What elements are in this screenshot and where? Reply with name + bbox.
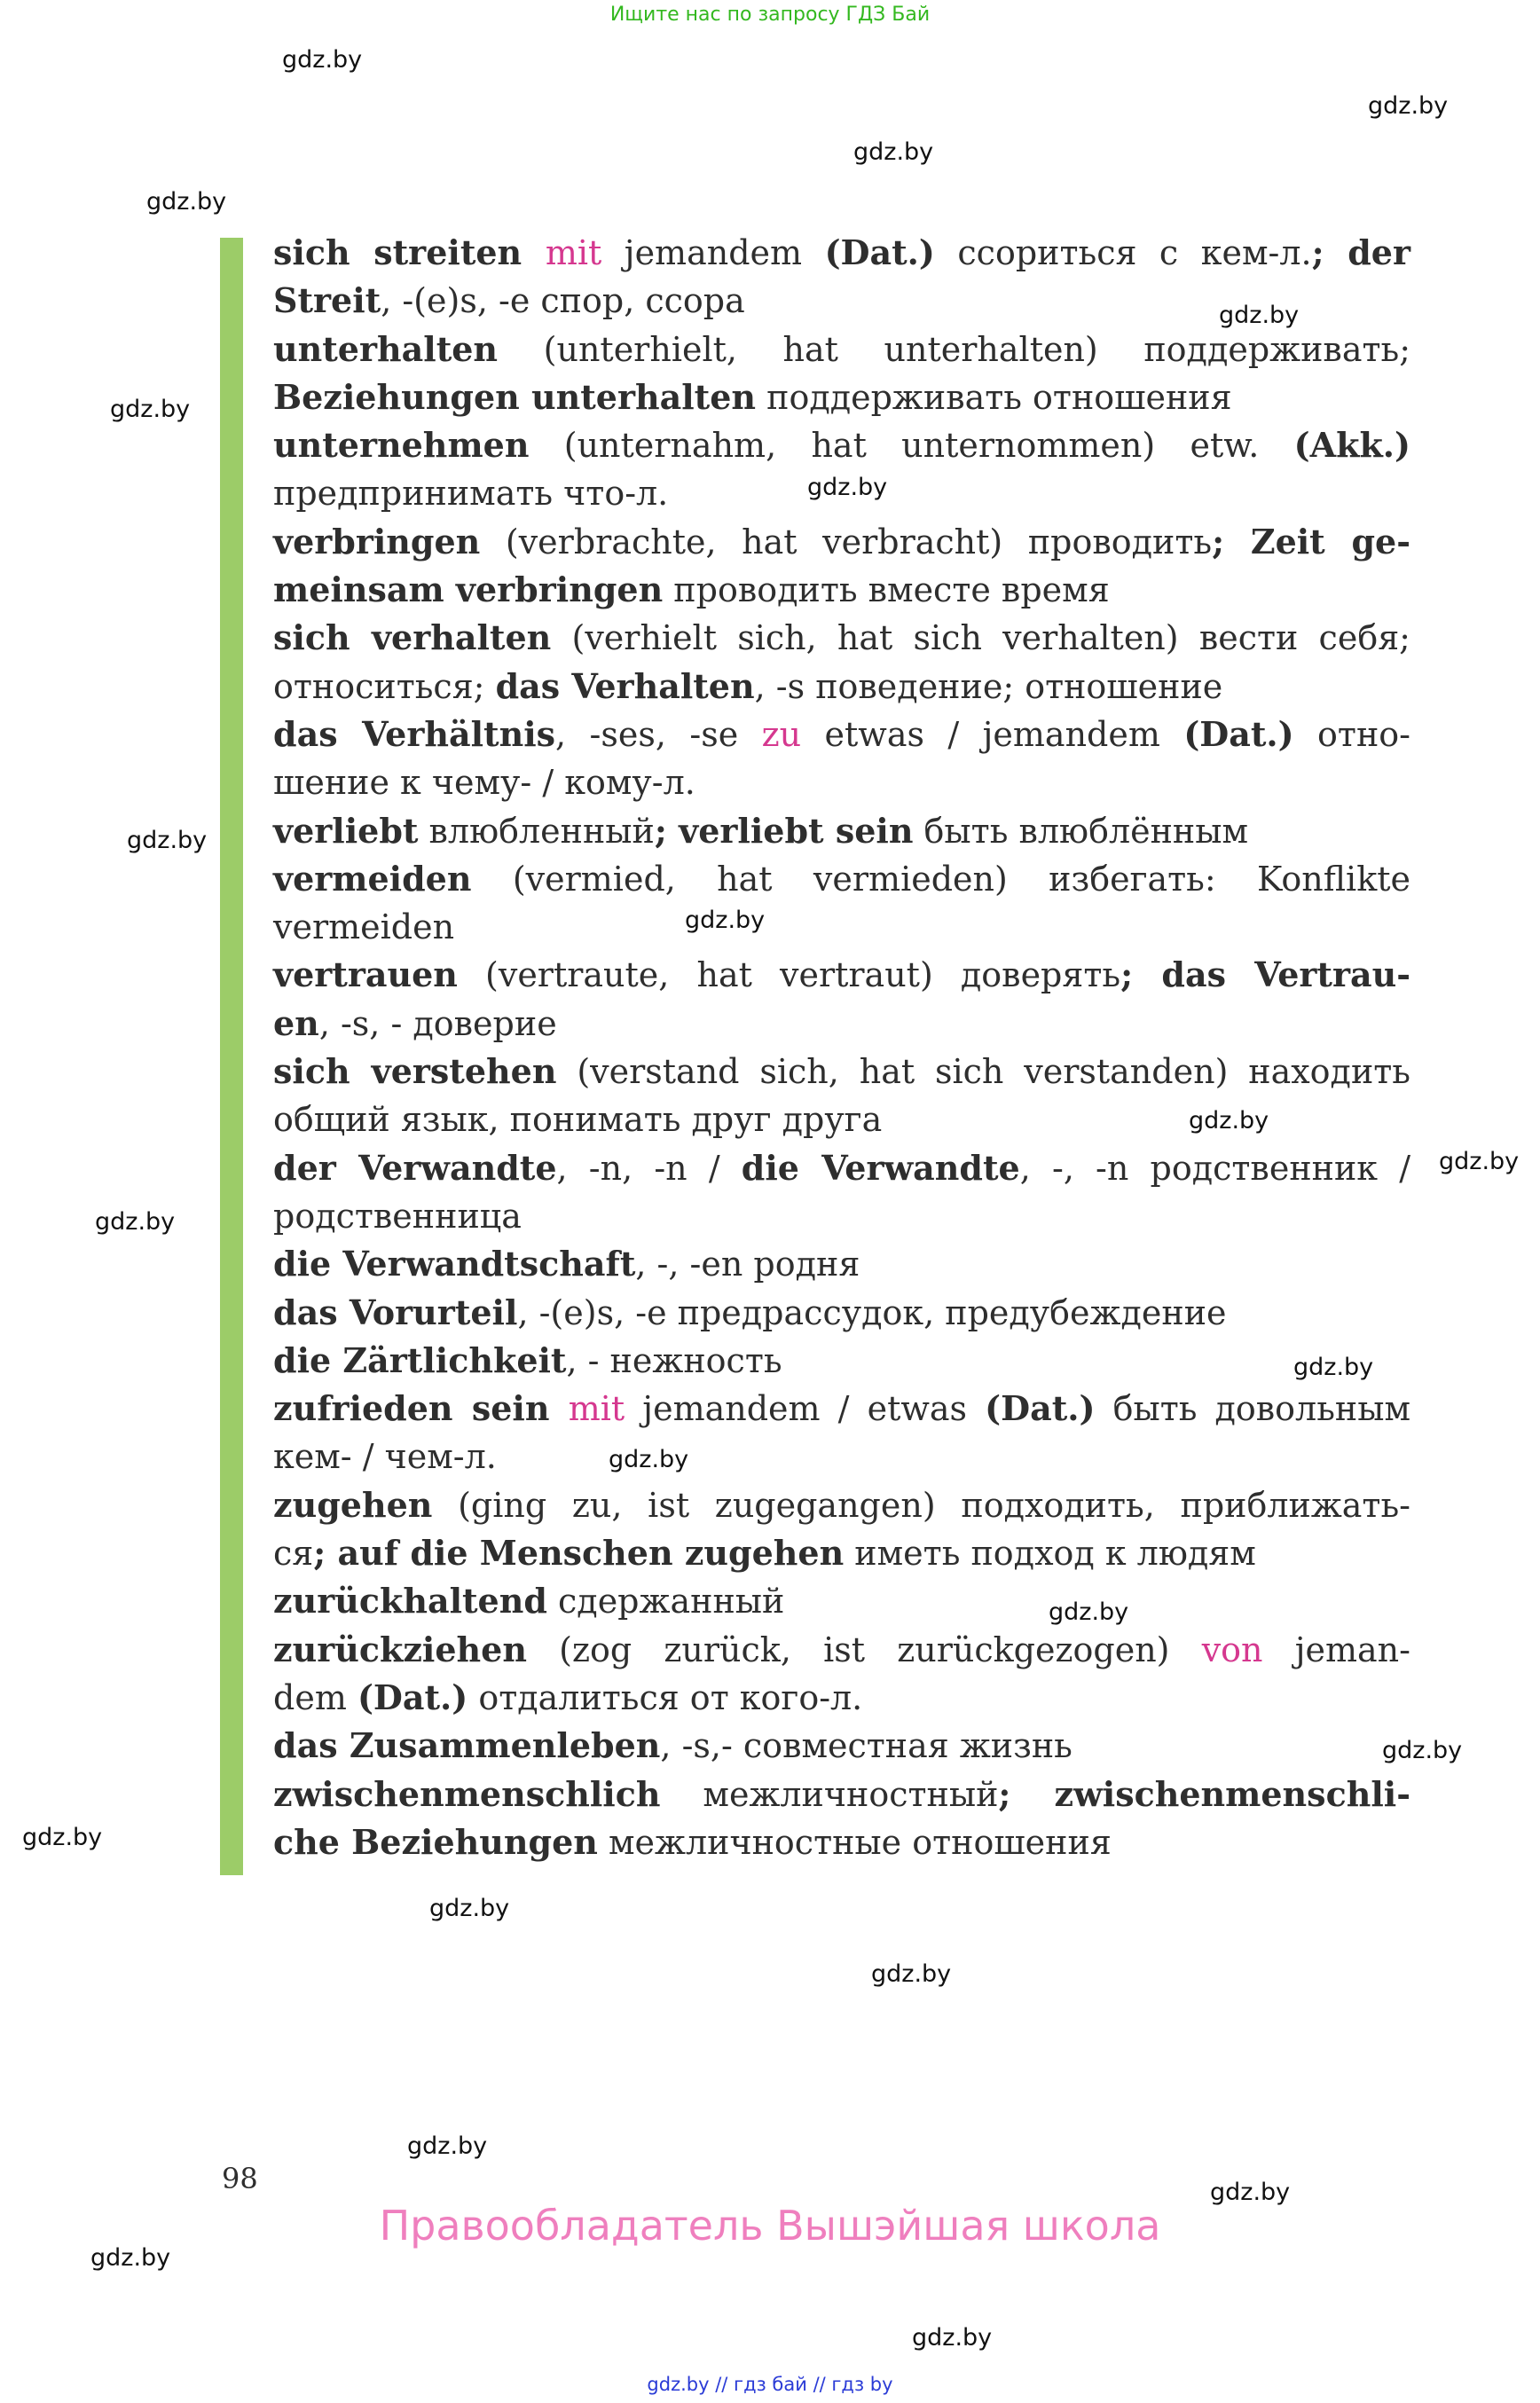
definition-text: (ging zu, ist zugegangen) подходить, приближать- — [432, 1485, 1410, 1525]
definition-text: отно- — [1293, 714, 1411, 754]
watermark: gdz.by — [1382, 1737, 1463, 1764]
headword: die Zärtlichkeit — [273, 1339, 567, 1380]
definition-text: иметь подход к людям — [844, 1534, 1256, 1574]
watermark: gdz.by — [1368, 92, 1449, 120]
headword: verliebt — [273, 810, 419, 851]
watermark: gdz.by — [127, 827, 208, 854]
definition-text: поддерживать отношения — [756, 377, 1232, 417]
definition-text: jemandem / etwas — [625, 1389, 986, 1429]
entry-line — [273, 711, 1411, 758]
green-margin-bar — [220, 238, 243, 1875]
vocab-entry — [273, 421, 1410, 518]
entry-line — [273, 1385, 1411, 1433]
vocab-entry — [273, 518, 1410, 615]
entry-line — [273, 855, 1410, 903]
vocab-entry — [273, 1337, 1410, 1385]
entry-line — [273, 1722, 1410, 1770]
definition-text: быть довольным — [1095, 1389, 1411, 1429]
definition-text: , -(e)s, -e спор, ссора — [381, 281, 745, 321]
definition-text: отдалиться от кого-л. — [468, 1677, 863, 1717]
headword: (Dat.) — [1183, 713, 1294, 754]
headword: ; auf die Menschen zugehen — [313, 1533, 845, 1574]
headword: ; der — [1311, 232, 1410, 272]
vocab-entry — [273, 1577, 1410, 1625]
vocab-entry — [273, 614, 1410, 711]
vocab-entry — [273, 229, 1410, 326]
watermark: gdz.by — [429, 1895, 510, 1922]
definition-text: (vermied, hat vermieden) избегать: Konflikte — [471, 859, 1410, 899]
definition-text: , -, -n родственник / — [1019, 1148, 1411, 1188]
vocab-entry — [273, 1722, 1410, 1770]
vocab-entry — [273, 1289, 1410, 1337]
headword: unterhalten — [273, 328, 499, 369]
entry-line — [273, 277, 1410, 325]
definition-text: сдержанный — [546, 1582, 785, 1622]
preposition: zu — [761, 714, 802, 754]
entry-line — [273, 1674, 1410, 1722]
watermark: gdz.by — [609, 1446, 689, 1473]
headword: zugehen — [273, 1484, 433, 1525]
headword: zufrieden sein — [273, 1388, 569, 1429]
headword: vertrauen — [273, 954, 458, 995]
entry-line — [273, 373, 1410, 421]
entry-line — [273, 1818, 1410, 1866]
headword: meinsam verbringen — [273, 569, 664, 610]
vocabulary-list — [273, 229, 1410, 1866]
watermark: gdz.by — [871, 1960, 952, 1988]
definition-text: (verstand sich, hat sich verstanden) находить — [556, 1052, 1410, 1092]
entry-line — [273, 1240, 1410, 1288]
watermark: gdz.by — [22, 1824, 103, 1851]
vocab-entry — [273, 951, 1410, 1048]
headword: ; zwischenmenschli- — [998, 1773, 1410, 1814]
definition-text: , -s,- совместная жизнь — [660, 1726, 1072, 1766]
definition-text: vermeiden — [273, 907, 455, 947]
copyright-notice: Правообладатель Вышэйшая школа — [379, 2202, 1161, 2250]
watermark: gdz.by — [1219, 302, 1300, 329]
headword: die Verwandtschaft — [273, 1244, 636, 1284]
watermark: gdz.by — [95, 1208, 176, 1236]
entry-line — [273, 663, 1410, 711]
entry-line — [273, 229, 1410, 277]
definition-text: jemandem — [601, 233, 825, 272]
watermark: gdz.by — [282, 46, 363, 74]
headword: unternehmen — [273, 425, 530, 466]
entry-line — [273, 807, 1410, 855]
watermark: gdz.by — [1189, 1107, 1269, 1135]
definition-text: jeman- — [1262, 1629, 1410, 1669]
entry-line — [273, 1289, 1410, 1337]
watermark: gdz.by — [110, 396, 191, 423]
headword: zwischenmenschlich — [273, 1773, 661, 1814]
definition-text: шение к чему- / кому-л. — [273, 763, 695, 803]
watermark: gdz.by — [1293, 1354, 1374, 1381]
entry-line — [273, 469, 1410, 517]
entry-line — [273, 1095, 1410, 1143]
watermark: gdz.by — [853, 138, 934, 166]
definition-text: межличностные отношения — [597, 1822, 1112, 1862]
watermark: gdz.by — [407, 2132, 488, 2160]
entry-line — [273, 566, 1410, 614]
definition-text: (zog zurück, ist zurückgezogen) — [526, 1629, 1202, 1669]
definition-text: предпринимать что-л. — [273, 474, 669, 514]
headword: sich verhalten — [273, 617, 552, 658]
watermark: gdz.by — [912, 2324, 993, 2352]
definition-text: кем- / чем-л. — [273, 1437, 497, 1477]
top-banner[interactable]: Ищите нас по запросу ГДЗ Бай — [609, 4, 931, 26]
definition-text: etwas / jemandem — [801, 714, 1184, 754]
preposition: von — [1201, 1629, 1263, 1669]
watermark: gdz.by — [1210, 2179, 1291, 2206]
vocab-entry — [273, 1385, 1410, 1481]
entry-line — [273, 1192, 1410, 1240]
definition-text: родственница — [273, 1196, 522, 1236]
definition-text: влюбленный — [418, 811, 655, 851]
headword: der Verwandte — [273, 1147, 557, 1188]
entry-line — [273, 326, 1410, 373]
headword: die Verwandte — [741, 1147, 1020, 1188]
watermark: gdz.by — [685, 907, 766, 934]
definition-text: , - нежность — [566, 1340, 782, 1380]
headword: ; Zeit ge- — [1212, 521, 1410, 561]
preposition: mit — [568, 1389, 625, 1429]
page-number: 98 — [222, 2162, 258, 2195]
entry-line — [273, 614, 1410, 662]
headword: en — [273, 1002, 319, 1043]
bottom-links[interactable]: gdz.by // гдз бай // гдз by — [647, 2374, 893, 2395]
headword: das Verhalten — [495, 665, 755, 706]
headword: verbringen — [273, 521, 481, 561]
vocab-entry — [273, 807, 1410, 855]
headword: che Beziehungen — [273, 1821, 598, 1862]
definition-text: (verhielt sich, hat sich verhalten) вести себя; — [551, 618, 1410, 658]
entry-line — [273, 1577, 1410, 1625]
entry-line — [273, 1337, 1410, 1385]
headword: sich verstehen — [273, 1051, 557, 1092]
headword: zurückhaltend — [273, 1581, 547, 1622]
definition-text: общий язык, понимать друг друга — [273, 1100, 883, 1140]
definition-text: , -s, - доверие — [318, 1003, 557, 1043]
vocab-entry — [273, 711, 1410, 807]
entry-line — [273, 758, 1410, 806]
watermark: gdz.by — [90, 2244, 171, 2272]
headword: ; das Vertrau- — [1120, 954, 1411, 995]
definition-text: , -s поведение; отношение — [754, 666, 1223, 706]
definition-text: (unternahm, hat unternommen) etw. — [529, 426, 1294, 466]
entry-line — [273, 1771, 1410, 1818]
headword: das Vorurteil — [273, 1292, 518, 1332]
entry-line — [273, 1529, 1410, 1577]
definition-text: (vertraute, hat vertraut) доверять — [457, 955, 1121, 995]
headword: (Dat.) — [985, 1388, 1096, 1429]
vocab-entry — [273, 1048, 1410, 1144]
definition-text: dem — [273, 1677, 358, 1717]
headword: das Verhältnis — [273, 713, 556, 754]
definition-text: , -ses, -se — [555, 714, 762, 754]
definition-text: проводить вместе время — [663, 570, 1110, 610]
headword: (Dat.) — [824, 232, 935, 272]
vocab-entry — [273, 1240, 1410, 1288]
headword: (Dat.) — [357, 1677, 468, 1717]
definition-text: (unterhielt, hat unterhalten) поддерживать; — [498, 329, 1410, 369]
entry-line — [273, 518, 1410, 566]
watermark: gdz.by — [807, 474, 888, 501]
definition-text: , -, -en родня — [635, 1245, 860, 1284]
entry-line — [273, 1433, 1410, 1480]
entry-line — [273, 1000, 1410, 1048]
entry-line — [273, 1144, 1411, 1192]
headword: (Akk.) — [1293, 425, 1410, 466]
entry-line — [273, 1048, 1410, 1095]
definition-text: ссориться с кем-л. — [934, 233, 1312, 272]
definition-text: относиться; — [273, 666, 496, 706]
watermark: gdz.by — [1439, 1148, 1520, 1175]
vocab-entry — [273, 1771, 1410, 1867]
definition-text: межличностный — [660, 1774, 999, 1814]
definition-text: , -(e)s, -e предрассудок, предубеждение — [517, 1292, 1227, 1332]
headword: zurückziehen — [273, 1629, 527, 1669]
headword: das Zusammenleben — [273, 1725, 661, 1766]
entry-line — [273, 1626, 1410, 1674]
vocab-entry — [273, 1144, 1410, 1241]
entry-line — [273, 1481, 1410, 1529]
definition-text: , -n, -n / — [556, 1148, 742, 1188]
vocab-entry — [273, 1481, 1410, 1578]
watermark: gdz.by — [1049, 1598, 1129, 1626]
vocab-entry — [273, 1626, 1410, 1723]
watermark: gdz.by — [146, 188, 227, 216]
vocab-entry — [273, 326, 1410, 422]
headword: Beziehungen unterhalten — [273, 376, 757, 417]
entry-line — [273, 903, 1410, 951]
definition-text: (verbrachte, hat verbracht) проводить — [480, 522, 1213, 561]
headword: vermeiden — [273, 858, 472, 899]
vocab-entry — [273, 855, 1410, 952]
definition-text: быть влюблённым — [913, 811, 1249, 851]
entry-line — [273, 421, 1410, 469]
entry-line — [273, 951, 1411, 999]
headword: ; verliebt sein — [654, 810, 914, 851]
definition-text: ся — [273, 1534, 314, 1574]
headword: sich streiten — [273, 232, 546, 272]
headword: Streit — [273, 280, 381, 321]
preposition: mit — [545, 233, 602, 272]
